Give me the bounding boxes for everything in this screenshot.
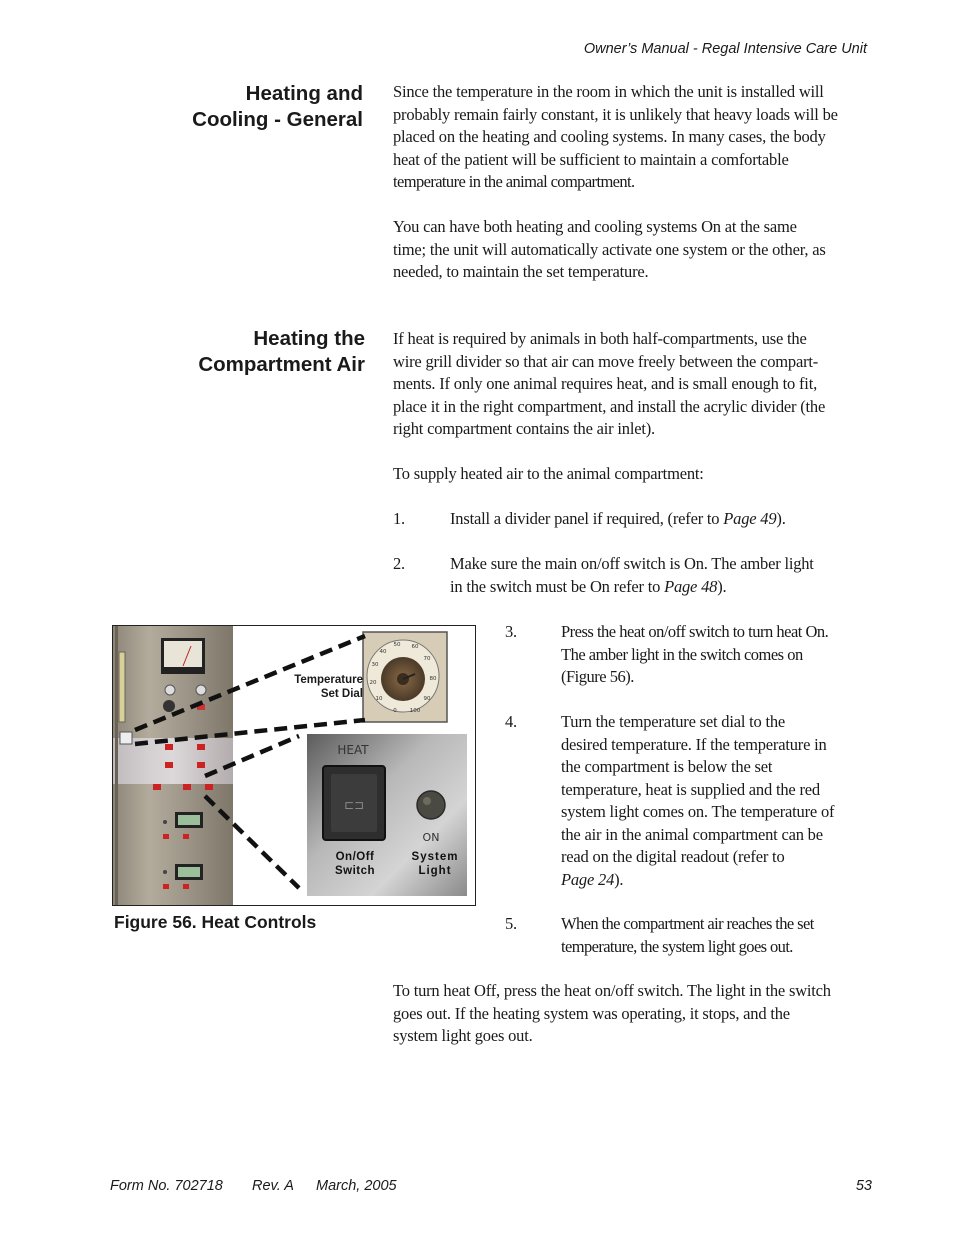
dial-number: 60 (411, 644, 419, 650)
label-line: Switch (334, 865, 376, 877)
figure-caption: Figure 56. Heat Controls (114, 912, 317, 932)
label-line: Set Dial (320, 688, 363, 700)
section-heading-heating-cooling (192, 81, 363, 133)
label-system-light (405, 850, 465, 878)
text-line: Install a divider panel if required, (refer to (450, 509, 724, 528)
flow-tube (119, 652, 125, 722)
footer-date: March, 2005 (316, 1178, 397, 1194)
text-line: Turn the temperature set dial to the (561, 712, 786, 731)
text-tail: ). (717, 576, 727, 596)
text-line: in the switch must be On refer to (450, 576, 665, 596)
dial-number: 90 (423, 696, 431, 702)
heading-line: Compartment Air (198, 353, 365, 376)
dial-number: 20 (369, 680, 377, 686)
panel-on-label: ON (422, 831, 440, 844)
footer-form-number: Form No. 702718 (110, 1178, 223, 1194)
heading-line: Heating the (253, 327, 365, 350)
section2-paragraph-2: To supply heated air to the animal compartment: (393, 464, 704, 483)
text-line: Since the temperature in the room in which the unit is installed will (393, 82, 824, 101)
section2-paragraph-1 (393, 328, 825, 441)
text-line: To turn heat Off, press the heat on/off switch. The light in the switch (393, 981, 831, 1000)
text-line: temperature in the animal compartment. (393, 172, 635, 191)
dial-number: 50 (393, 642, 401, 648)
running-header: Owner’s Manual - Regal Intensive Care Unit (583, 41, 867, 57)
label-line: System (411, 851, 459, 863)
text-tail: ). (776, 509, 786, 528)
text-line: place it in the right compartment, and install the acrylic divider (the (393, 396, 826, 416)
heading-line: Cooling - General (192, 108, 363, 131)
text-line: read on the digital readout (refer to (561, 847, 785, 866)
label-line: On/Off (335, 851, 375, 863)
text-line: The amber light in the switch comes on (561, 644, 803, 664)
text-tail: ). (614, 869, 624, 889)
text-line: needed, to maintain the set temperature. (393, 262, 649, 281)
step-number: 4. (505, 712, 517, 731)
step-text (561, 711, 834, 891)
closing-paragraph (393, 980, 831, 1048)
dial-number: 70 (423, 656, 431, 662)
text-line: When the compartment air reaches the set (561, 914, 814, 933)
dial-number: 40 (379, 649, 387, 655)
text-line: (Figure 56). (561, 667, 634, 686)
text-line: temperature, the system light goes out. (561, 936, 793, 956)
label-line: Temperature (294, 674, 363, 686)
dial-number: 0 (393, 708, 397, 714)
label-on-off-switch (325, 850, 385, 878)
text-line: goes out. If the heating system was operating, it stops, and the (393, 1003, 790, 1023)
text-line: the compartment is below the set (561, 757, 773, 776)
text-line: You can have both heating and cooling systems On at the same (393, 217, 797, 236)
section-heading-heating-compartment-air (198, 326, 365, 378)
text-line: placed on the heating and cooling systems. In many cases, the body (393, 127, 826, 146)
step-3 (505, 621, 875, 691)
step-number: 2. (393, 554, 405, 573)
text-line: wire grill divider so that air can move freely between the compart- (393, 351, 819, 371)
text-line: system light goes out. (393, 1026, 533, 1045)
step-number: 1. (393, 509, 405, 528)
section1-paragraph-1 (393, 81, 838, 194)
text-line: ments. If only one animal requires heat, and is small enough to fit, (393, 374, 818, 393)
text-line: probably remain fairly constant, it is unlikely that heavy loads will be (393, 104, 838, 124)
step-2 (393, 553, 873, 601)
text-line: right compartment contains the air inlet). (393, 419, 655, 438)
step-number: 3. (505, 622, 517, 641)
step-4 (505, 711, 875, 895)
text-line: time; the unit will automatically activate one system or the other, as (393, 239, 826, 259)
text-line: the air in the animal compartment can be (561, 824, 823, 844)
panel-heat-label: HEAT (337, 743, 369, 757)
step-text (561, 621, 828, 689)
page-reference-link[interactable]: Page 49 (723, 509, 777, 528)
dial-number: 30 (371, 662, 379, 668)
footer-revision: Rev. A (252, 1178, 294, 1194)
dial-number: 80 (429, 676, 437, 682)
step-5 (505, 913, 875, 961)
text-line: If heat is required by animals in both half-compartments, use the (393, 329, 807, 348)
page-reference-link[interactable]: Page 24 (561, 869, 615, 889)
step-number: 5. (505, 914, 517, 933)
step-text (561, 913, 814, 958)
text-line: desired temperature. If the temperature in (561, 734, 827, 754)
text-line: system light comes on. The temperature of (561, 802, 835, 821)
dial-number: 10 (375, 696, 383, 702)
step-1 (393, 508, 873, 532)
label-line: Light (418, 865, 452, 877)
text-line: temperature, heat is supplied and the red (561, 779, 820, 799)
text-line: Press the heat on/off switch to turn heat On. (561, 622, 829, 641)
heading-line: Heating and (245, 82, 363, 105)
svg-text:⊏⊐: ⊏⊐ (343, 798, 365, 812)
section1-paragraph-2 (393, 216, 826, 284)
dial-number: 100 (409, 708, 421, 714)
step-text (450, 508, 786, 531)
figure-heat-controls (112, 625, 476, 906)
step-text (450, 553, 814, 598)
text-line: Make sure the main on/off switch is On. The amber light (450, 554, 814, 573)
page-number: 53 (855, 1178, 872, 1194)
page-reference-link[interactable]: Page 48 (664, 576, 718, 596)
label-temperature-set-dial (283, 673, 363, 701)
system-light-icon (417, 791, 445, 819)
text-line: heat of the patient will be sufficient to maintain a comfortable (393, 149, 789, 169)
